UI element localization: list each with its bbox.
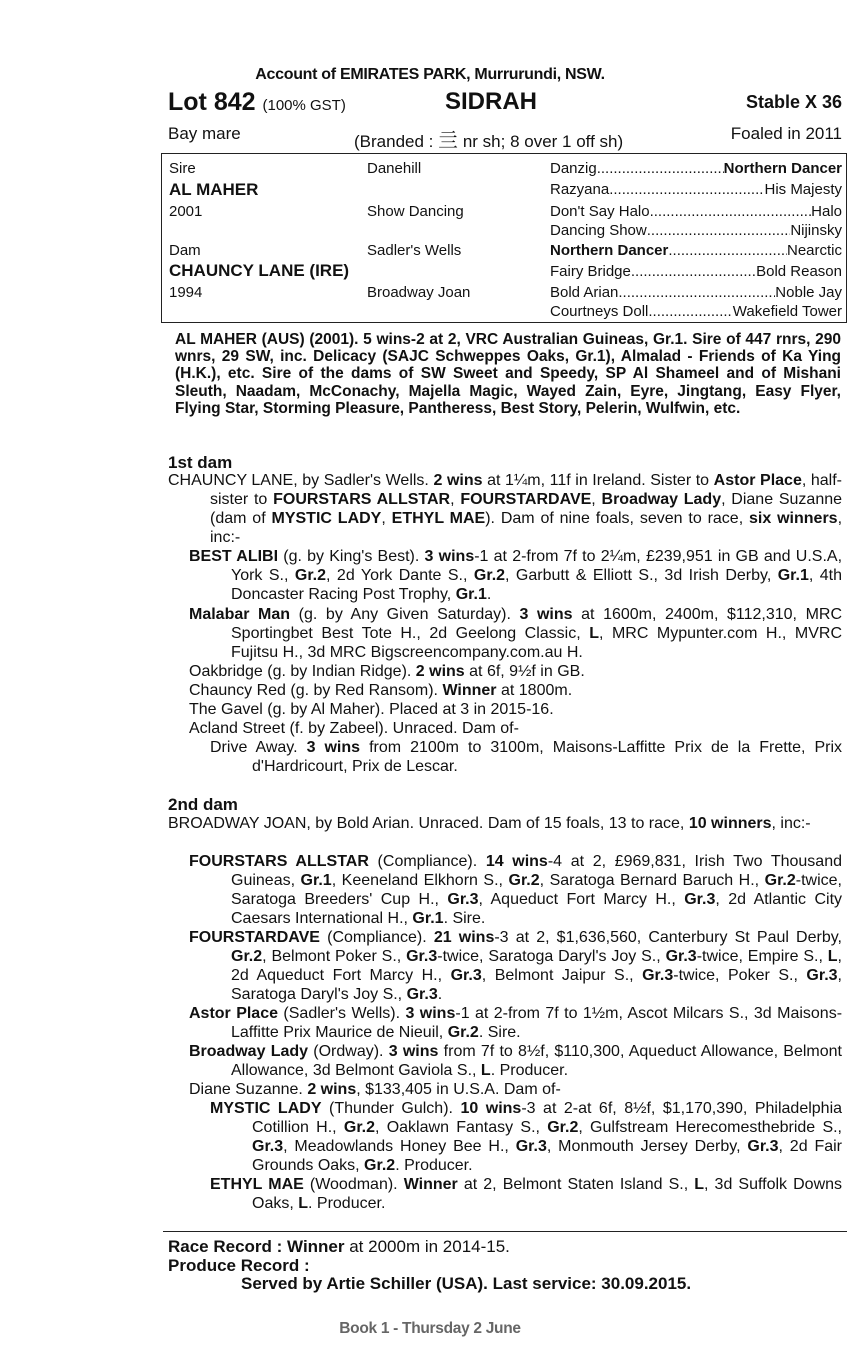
granddam-maternal: Broadway Joan (367, 284, 471, 301)
entry-text: MYSTIC LADY (Thunder Gulch). 10 wins-3 at 2-at 6f, 8½f, $1,170,390, Philadelphia Cotillion H., Gr.2, Oaklawn Fantasy S., Gr.2, Gulfstream Herecomesthebride S., Gr.3, Meadowlands Honey Bee H., Gr.3, Monmouth Jersey Derby, Gr.3, 2d Fair Grounds Oaks, Gr.2. Producer. (210, 1100, 843, 1174)
bold-term: Gr.3 (665, 948, 697, 965)
first-dam-heading: 1st dam (168, 453, 233, 472)
bold-term: FOURSTARS ALLSTAR (189, 853, 369, 870)
bold-term: Broadway Lady (189, 1043, 309, 1060)
bold-term: Gr.2 (473, 567, 506, 584)
stable-location: Stable X 36 (745, 92, 842, 112)
entry-text: Astor Place (Sadler's Wells). 3 wins-1 at 2-from 7f to 1½m, Ascot Milcars S., 3d Maisons-Laffitte Prix Maurice de Nieuil, Gr.2. Sire. (189, 1005, 843, 1041)
bold-term: Gr.3 (252, 1138, 284, 1155)
pedigree-table (161, 153, 847, 323)
entry-text: FOURSTARDAVE (Compliance). 21 wins-3 at 2, $1,636,560, Canterbury St Paul Derby, Gr.2, Belmont Poker S., Gr.3-twice, Saratoga Daryl's Joy S., Gr.3-twice, Empire S., L, 2d Aqueduct Fort Marcy H., Gr.3, Belmont Jaipur S., Gr.3-twice, Poker S., Gr.3, Saratoga Daryl's Joy S., Gr.3. (189, 929, 842, 1003)
progeny-entry (189, 547, 842, 604)
horse-sex: Bay mare (168, 124, 241, 143)
bold-term: Gr.2 (364, 1157, 396, 1174)
entry-text: Acland Street (f. by Zabeel). Unraced. Dam of- (189, 720, 519, 737)
service-note: Served by Artie Schiller (USA). Last service: 30.09.2015. (241, 1274, 692, 1293)
race-record-value: at 2000m in 2014-15. (344, 1237, 510, 1256)
bold-term: FOURSTARDAVE (460, 491, 592, 508)
ggp-right: Noble Jay (775, 284, 842, 301)
bold-term: Gr.3 (747, 1138, 779, 1155)
lot-number (168, 88, 346, 117)
bold-term: 3 wins (519, 606, 573, 623)
progeny-entry (189, 928, 842, 1004)
ggp-left: Bold Arian (550, 284, 619, 301)
bold-term: Gr.1 (455, 586, 487, 603)
bold-term: 10 wins (460, 1100, 522, 1117)
bold-term: Broadway Lady (601, 491, 722, 508)
ggp-right: Northern Dancer (723, 160, 842, 177)
first-dam-intro (168, 471, 842, 547)
bold-term: 2 wins (415, 663, 465, 680)
progeny-entry (189, 662, 842, 681)
bold-term: L (589, 625, 599, 642)
lot-label: Lot 842 (168, 88, 256, 116)
bold-term: L (480, 1062, 491, 1079)
bold-term: Gr.2 (447, 1024, 479, 1041)
bold-term: L (827, 948, 838, 965)
bold-term: 3 wins (388, 1043, 439, 1060)
brand-mark-icon: 亖 (438, 130, 459, 152)
bold-term: Gr.2 (508, 872, 540, 889)
ggp-left: Dancing Show (550, 222, 647, 239)
grandsire-maternal: Sadler's Wells (367, 242, 462, 259)
entry-text: Broadway Lady (Ordway). 3 wins from 7f to 8½f, $110,300, Aqueduct Allowance, Belmont Allowance, 3d Belmont Gaviola S., L. Producer. (189, 1043, 842, 1079)
entry-text: BEST ALIBI (g. by King's Best). 3 wins-1 at 2-from 7f to 2¼m, £239,951 in GB and U.S.A, York S., Gr.2, 2d York Dante S., Gr.2, Garbutt & Elliott S., 3d Irish Derby, Gr.1, 4th Doncaster Racing Post Trophy, Gr.1. (189, 548, 843, 603)
ggp-left: Courtneys Doll (550, 303, 649, 320)
bold-term: MYSTIC LADY (210, 1100, 322, 1117)
gst-note: (100% GST) (262, 97, 346, 114)
progeny-entry (189, 605, 842, 662)
ggp-right: Nearctic (786, 242, 842, 259)
page-footer: Book 1 - Thursday 2 June (339, 1320, 521, 1337)
bold-term: Gr.3 (450, 967, 482, 984)
bold-term: MYSTIC LADY (271, 510, 382, 527)
entry-text: Malabar Man (g. by Any Given Saturday). 3 wins at 1600m, 2400m, $112,310, MRC Sportingbet Best Tote H., 2d Geelong Classic, L, MRC Mypunter.com H., MVRC Fujitsu H., 3d MRC Bigscreencompany.com.au H. (189, 606, 843, 661)
sire-label: Sire (169, 160, 196, 177)
bold-term: Gr.3 (406, 948, 438, 965)
bold-term: BEST ALIBI (189, 548, 279, 565)
grand-progeny-entry (210, 1175, 842, 1213)
bold-term: six winners (749, 510, 838, 527)
ggp-row (550, 242, 842, 259)
sire-year: 2001 (169, 203, 203, 220)
ggp-left: Northern Dancer (550, 242, 669, 259)
bold-term: Winner (442, 682, 497, 699)
sire-name: AL MAHER (169, 180, 259, 199)
entry-text: FOURSTARS ALLSTAR (Compliance). 14 wins-4 at 2, £969,831, Irish Two Thousand Guineas, Gr.1, Keeneland Elkhorn S., Gr.2, Saratoga Bernard Baruch H., Gr.2-twice, Saratoga Breeders' Cup H., Gr.3, Aqueduct Fort Marcy H., Gr.3, 2d Atlantic City Caesars International H., Gr.1. Sire. (189, 853, 843, 927)
bold-term: L (298, 1195, 309, 1212)
bold-term: ETHYL MAE (210, 1176, 304, 1193)
bold-term: Gr.2 (231, 948, 263, 965)
ggp-left: Fairy Bridge (550, 263, 631, 280)
dam-name: CHAUNCY LANE (IRE) (169, 261, 350, 280)
bold-term: Astor Place (713, 472, 802, 489)
ggp-left: Danzig (550, 160, 597, 177)
ggp-right: His Majesty (764, 181, 842, 198)
account-line: Account of EMIRATES PARK, Murrurundi, NSW. (255, 66, 605, 83)
horse-details (168, 124, 842, 152)
intro-text: CHAUNCY LANE, by Sadler's Wells. 2 wins at 1¼m, 11f in Ireland. Sister to Astor Place, half-sister to FOURSTARS ALLSTAR, FOURSTARDAVE, Broadway Lady, Diane Suzanne (dam of MYSTIC LADY, ETHYL MAE). Dam of nine foals, seven to race, six winners, inc:- (168, 472, 843, 546)
ggp-left: Razyana (550, 181, 610, 198)
bold-term: FOURSTARS ALLSTAR (273, 491, 451, 508)
ggp-row (550, 222, 842, 239)
bold-term: Gr.1 (412, 910, 444, 927)
bold-term: Gr.2 (547, 1119, 579, 1136)
sire-summary: AL MAHER (AUS) (2001). 5 wins-2 at 2, VRC Australian Guineas, Gr.1. Sire of 447 rnrs, 290 wnrs, 29 SW, inc. Delicacy (SAJC Schweppes Oaks, Gr.1), Almalad - Friends of Ka Ying (H.K.), etc. Sire of the dams of SW Sweet and Speedy, SP Al Shameel and of Mishani Sleuth, Naadam, McConachy, Majella Magic, Wayed Zain, Eyre, Jingtang, Easy Flyer, Flying Star, Storming Pleasure, Pantheress, Best Story, Pelerin, Wulfwin, etc. (175, 331, 841, 417)
entry-text: ETHYL MAE (Woodman). Winner at 2, Belmont Staten Island S., L, 3d Suffolk Downs Oaks, L. Producer. (210, 1176, 843, 1212)
entry-text: Diane Suzanne. 2 wins, $133,405 in U.S.A. Dam of- (189, 1081, 561, 1098)
lot-header (168, 88, 842, 116)
bold-term: 3 wins (306, 739, 361, 756)
bold-term: 3 wins (424, 548, 475, 565)
bold-term: Gr.1 (777, 567, 809, 584)
bold-term: FOURSTARDAVE (189, 929, 320, 946)
second-dam-heading: 2nd dam (168, 795, 238, 814)
bold-term: 21 wins (433, 929, 495, 946)
bold-term: Gr.3 (447, 891, 479, 908)
dam-year: 1994 (169, 284, 203, 301)
ggp-row (550, 203, 842, 220)
foaled-year: Foaled in 2011 (730, 124, 842, 143)
entry-text: Drive Away. 3 wins from 2100m to 3100m, Maisons-Laffitte Prix de la Frette, Prix d'Hardricourt, Prix de Lescar. (210, 739, 843, 775)
grand-progeny-entry (210, 738, 842, 776)
bold-term: Gr.3 (515, 1138, 547, 1155)
progeny-entry (189, 681, 842, 700)
progeny-entry (189, 1004, 842, 1042)
intro-text: BROADWAY JOAN, by Bold Arian. Unraced. Dam of 15 foals, 13 to race, 10 winners, inc:- (168, 815, 811, 832)
bold-term: ETHYL MAE (391, 510, 486, 527)
bold-term: 2 wins (433, 472, 483, 489)
progeny-entry (189, 852, 842, 928)
race-record (168, 1237, 510, 1257)
brand-suffix: nr sh; 8 over 1 off sh) (458, 132, 624, 151)
entry-text: The Gavel (g. by Al Maher). Placed at 3 in 2015-16. (189, 701, 554, 718)
ggp-row (550, 263, 842, 280)
dam-label: Dam (169, 242, 201, 259)
entry-text: Oakbridge (g. by Indian Ridge). 2 wins at 6f, 9½f in GB. (189, 663, 585, 680)
bold-term: Gr.2 (294, 567, 327, 584)
bold-term: Gr.3 (406, 986, 438, 1003)
bold-term: L (694, 1176, 705, 1193)
progeny-entry (189, 1080, 842, 1099)
bold-term: Gr.2 (343, 1119, 376, 1136)
ggp-right: Nijinsky (790, 222, 842, 239)
bold-term: Gr.3 (642, 967, 674, 984)
entry-text: Chauncy Red (g. by Red Ransom). Winner at 1800m. (189, 682, 573, 699)
ggp-left: Don't Say Halo (550, 203, 650, 220)
divider (163, 1231, 847, 1232)
grandsire-paternal: Danehill (367, 160, 422, 177)
progeny-entry (189, 1042, 842, 1080)
bold-term: Gr.2 (764, 872, 796, 889)
bold-term: 2 wins (307, 1081, 357, 1098)
bold-term: Gr.1 (300, 872, 332, 889)
ggp-row (550, 181, 842, 198)
progeny-entry (189, 719, 842, 738)
bold-term: Gr.3 (684, 891, 716, 908)
ggp-row (550, 284, 842, 301)
bold-term: 3 wins (405, 1005, 456, 1022)
grand-progeny-entry (210, 1099, 842, 1175)
ggp-right: Halo (811, 203, 842, 220)
ggp-right: Wakefield Tower (732, 303, 842, 320)
bold-term: 14 wins (485, 853, 548, 870)
bold-term: Malabar Man (189, 606, 291, 623)
progeny-entry (189, 700, 842, 719)
second-dam-intro (168, 814, 842, 833)
bold-term: Astor Place (189, 1005, 279, 1022)
bold-term: Gr.3 (806, 967, 838, 984)
brand-prefix: (Branded : (354, 132, 439, 151)
brand-info (354, 124, 623, 153)
bold-term: 10 winners (688, 815, 772, 832)
granddam-paternal: Show Dancing (367, 203, 464, 220)
produce-record: Produce Record : (168, 1256, 310, 1275)
bold-term: Winner (403, 1176, 458, 1193)
ggp-row (550, 303, 842, 320)
ggp-right: Bold Reason (756, 263, 842, 280)
ggp-row (550, 160, 842, 177)
race-record-label: Race Record : Winner (168, 1237, 345, 1256)
horse-name: SIDRAH (445, 88, 538, 115)
